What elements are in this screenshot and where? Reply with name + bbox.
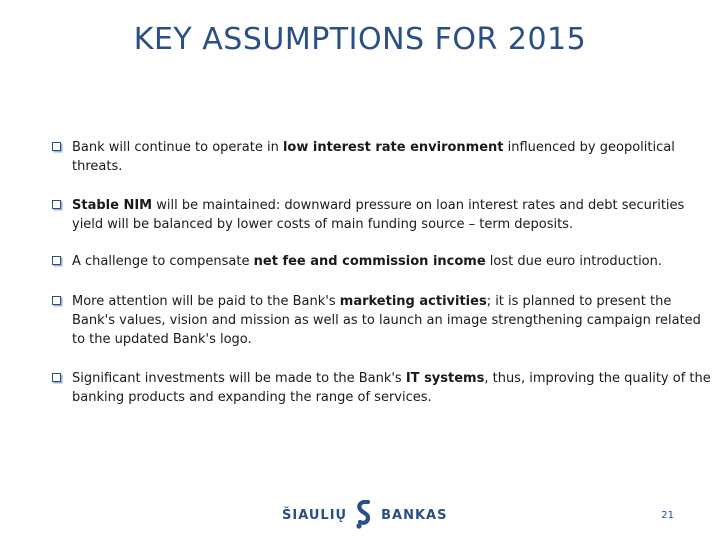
- page-number: 21: [661, 510, 674, 521]
- logo-left-word: ŠIAULIŲ: [282, 507, 348, 523]
- bullet-text-pre: More attention will be paid to the Bank's: [72, 294, 340, 309]
- bullet-text-bold: marketing activities: [339, 294, 487, 309]
- bullet-item: [52, 369, 712, 407]
- bullet-text-post: lost due euro introduction.: [485, 254, 663, 269]
- bullet-text-post: influenced by geopolitical threats.: [72, 140, 675, 174]
- bullet-text-bold: IT systems: [405, 371, 485, 386]
- bullet-text-bold: net fee and commission income: [253, 254, 486, 269]
- checkbox-bullet-icon: [52, 142, 61, 151]
- bank-logo: [282, 498, 447, 532]
- bullet-list: [52, 138, 712, 425]
- bullet-item: [52, 138, 712, 176]
- checkbox-bullet-icon: [52, 296, 61, 305]
- bullet-text-pre: Bank will continue to operate in: [72, 140, 283, 155]
- bullet-text-post: , thus, improving the quality of the banking products and expanding the range of services.: [72, 371, 711, 405]
- checkbox-bullet-icon: [52, 373, 61, 382]
- bullet-text-pre: A challenge to compensate: [72, 254, 254, 269]
- bullet-text-bold: low interest rate environment: [282, 140, 504, 155]
- bullet-item: [52, 292, 712, 349]
- bullet-item: [52, 252, 712, 271]
- checkbox-bullet-icon: [52, 256, 61, 265]
- bullet-text-post: will be maintained: downward pressure on loan interest rates and debt securities yield will be balanced by lower costs of main funding source – term deposits.: [72, 198, 685, 232]
- bullet-text-bold: Stable NIM: [72, 198, 153, 213]
- bullet-item: [52, 196, 712, 234]
- slide-title: KEY ASSUMPTIONS FOR 2015: [133, 22, 587, 57]
- bullet-text-pre: Significant investments will be made to the Bank's: [72, 371, 406, 386]
- bank-s-logo-icon: [355, 500, 373, 530]
- bullet-text-post: ; it is planned to present the Bank's values, vision and mission as well as to launch an image strengthening campaign related to the updated Bank's logo.: [72, 294, 701, 347]
- checkbox-bullet-icon: [52, 200, 61, 209]
- logo-right-word: BANKAS: [381, 507, 448, 523]
